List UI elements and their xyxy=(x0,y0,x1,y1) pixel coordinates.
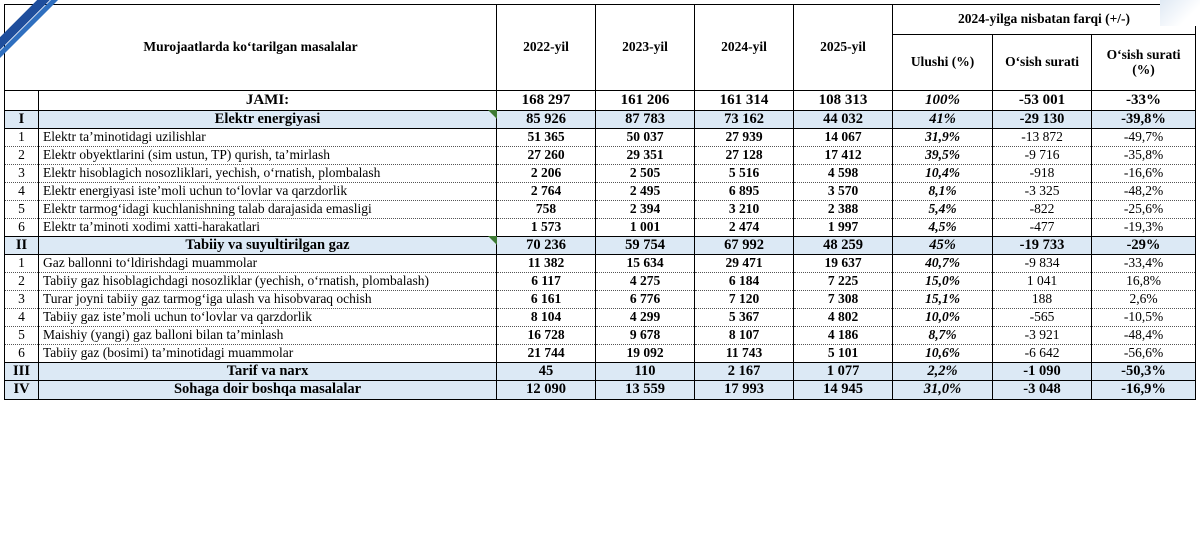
cell-2022: 758 xyxy=(497,200,596,218)
cell-2023: 4 299 xyxy=(596,308,695,326)
row-index-cell: IV xyxy=(5,381,39,400)
table-row xyxy=(5,236,1196,255)
cell-2025: 7 308 xyxy=(794,291,893,309)
cell-growth: -13 872 xyxy=(993,129,1092,147)
cell-share: 15,0% xyxy=(893,273,993,291)
cell-growth: -918 xyxy=(993,165,1092,183)
table-row xyxy=(5,308,1196,326)
row-index-cell: 5 xyxy=(5,200,39,218)
row-index-cell: 2 xyxy=(5,147,39,165)
cell-2023: 15 634 xyxy=(596,255,695,273)
table-row xyxy=(5,255,1196,273)
cell-share: 45% xyxy=(893,236,993,255)
cell-2024: 17 993 xyxy=(695,381,794,400)
cell-share: 40,7% xyxy=(893,255,993,273)
table-row xyxy=(5,344,1196,362)
table-row xyxy=(5,381,1196,400)
cell-share: 15,1% xyxy=(893,291,993,309)
cell-share: 5,4% xyxy=(893,200,993,218)
cell-growth-rate: -48,2% xyxy=(1092,182,1196,200)
cell-growth: -9 716 xyxy=(993,147,1092,165)
cell-2022: 45 xyxy=(497,362,596,381)
row-index-cell: II xyxy=(5,236,39,255)
cell-2025: 1 997 xyxy=(794,218,893,236)
row-index-cell: 1 xyxy=(5,129,39,147)
header-issues: Murojaatlarda ko‘tarilgan masalalar xyxy=(5,5,497,91)
cell-2022: 12 090 xyxy=(497,381,596,400)
cell-2025: 5 101 xyxy=(794,344,893,362)
cell-2023: 1 001 xyxy=(596,218,695,236)
cell-share: 8,7% xyxy=(893,326,993,344)
row-label-cell: Turar joyni tabiiy gaz tarmog‘iga ulash va hisobvaraq ochish xyxy=(39,291,497,309)
cell-2025: 14 945 xyxy=(794,381,893,400)
cell-2024: 27 128 xyxy=(695,147,794,165)
row-index-cell: 3 xyxy=(5,165,39,183)
cell-growth-rate: -50,3% xyxy=(1092,362,1196,381)
cell-2023: 19 092 xyxy=(596,344,695,362)
row-label-cell: Tabiiy gaz hisoblagichdagi nosozliklar (yechish, o‘rnatish, plombalash) xyxy=(39,273,497,291)
cell-2025: 4 598 xyxy=(794,165,893,183)
cell-2024: 5 367 xyxy=(695,308,794,326)
cell-share: 39,5% xyxy=(893,147,993,165)
cell-2024: 6 184 xyxy=(695,273,794,291)
cell-growth: -53 001 xyxy=(993,91,1092,111)
cell-2022: 2 764 xyxy=(497,182,596,200)
cell-2022: 1 573 xyxy=(497,218,596,236)
row-index-cell: 6 xyxy=(5,218,39,236)
cell-2023: 4 275 xyxy=(596,273,695,291)
cell-2022: 6 117 xyxy=(497,273,596,291)
cell-growth: -1 090 xyxy=(993,362,1092,381)
cell-2024: 8 107 xyxy=(695,326,794,344)
cell-growth-rate: 16,8% xyxy=(1092,273,1196,291)
row-index-cell: 3 xyxy=(5,291,39,309)
row-index-cell xyxy=(5,91,39,111)
cell-2024: 2 167 xyxy=(695,362,794,381)
cell-growth: -3 048 xyxy=(993,381,1092,400)
table-row xyxy=(5,110,1196,129)
cell-2023: 2 495 xyxy=(596,182,695,200)
table-row xyxy=(5,182,1196,200)
table-header-row-1 xyxy=(5,5,1196,35)
cell-2024: 29 471 xyxy=(695,255,794,273)
cell-2024: 161 314 xyxy=(695,91,794,111)
cell-2023: 161 206 xyxy=(596,91,695,111)
row-label-cell: Tabiiy va suyultirilgan gaz xyxy=(39,236,497,255)
cell-share: 31,0% xyxy=(893,381,993,400)
cell-growth-rate: -56,6% xyxy=(1092,344,1196,362)
row-label-cell: Tarif va narx xyxy=(39,362,497,381)
row-index-cell: I xyxy=(5,110,39,129)
cell-growth-rate: -49,7% xyxy=(1092,129,1196,147)
cell-growth: -19 733 xyxy=(993,236,1092,255)
cell-2023: 87 783 xyxy=(596,110,695,129)
row-label-cell: Elektr hisoblagich nosozliklari, yechish, o‘rnatish, plombalash xyxy=(39,165,497,183)
cell-2024: 2 474 xyxy=(695,218,794,236)
table-row xyxy=(5,218,1196,236)
cell-growth-rate: -48,4% xyxy=(1092,326,1196,344)
cell-2024: 73 162 xyxy=(695,110,794,129)
cell-2022: 2 206 xyxy=(497,165,596,183)
cell-2025: 4 186 xyxy=(794,326,893,344)
table-row xyxy=(5,291,1196,309)
cell-share: 4,5% xyxy=(893,218,993,236)
cell-growth-rate: -33% xyxy=(1092,91,1196,111)
cell-share: 10,6% xyxy=(893,344,993,362)
cell-growth: -3 325 xyxy=(993,182,1092,200)
cell-2025: 4 802 xyxy=(794,308,893,326)
header-share: Ulushi (%) xyxy=(893,35,993,91)
cell-growth-rate: -25,6% xyxy=(1092,200,1196,218)
cell-2022: 168 297 xyxy=(497,91,596,111)
row-label-cell: Tabiiy gaz iste’moli uchun to‘lovlar va qarzdorlik xyxy=(39,308,497,326)
cell-2025: 108 313 xyxy=(794,91,893,111)
cell-2025: 17 412 xyxy=(794,147,893,165)
header-2022: 2022-yil xyxy=(497,5,596,91)
cell-growth: -3 921 xyxy=(993,326,1092,344)
row-label-cell: Sohaga doir boshqa masalalar xyxy=(39,381,497,400)
row-label-cell: JAMI: xyxy=(39,91,497,111)
cell-2025: 19 637 xyxy=(794,255,893,273)
cell-growth: -9 834 xyxy=(993,255,1092,273)
cell-share: 10,0% xyxy=(893,308,993,326)
table-row xyxy=(5,200,1196,218)
cell-growth: 1 041 xyxy=(993,273,1092,291)
row-label-cell: Elektr obyektlarini (sim ustun, TP) qurish, ta’mirlash xyxy=(39,147,497,165)
cell-growth: 188 xyxy=(993,291,1092,309)
cell-2024: 7 120 xyxy=(695,291,794,309)
cell-2024: 6 895 xyxy=(695,182,794,200)
cell-2022: 16 728 xyxy=(497,326,596,344)
cell-2025: 7 225 xyxy=(794,273,893,291)
cell-2022: 6 161 xyxy=(497,291,596,309)
header-2025: 2025-yil xyxy=(794,5,893,91)
cell-2022: 51 365 xyxy=(497,129,596,147)
cell-2025: 2 388 xyxy=(794,200,893,218)
cell-growth-rate: -33,4% xyxy=(1092,255,1196,273)
cell-growth: -29 130 xyxy=(993,110,1092,129)
row-index-cell: 5 xyxy=(5,326,39,344)
cell-2024: 27 939 xyxy=(695,129,794,147)
table-row xyxy=(5,147,1196,165)
cell-2022: 70 236 xyxy=(497,236,596,255)
header-compare-group: 2024-yilga nisbatan farqi (+/-) xyxy=(893,5,1196,35)
cell-share: 41% xyxy=(893,110,993,129)
cell-2023: 110 xyxy=(596,362,695,381)
cell-growth: -822 xyxy=(993,200,1092,218)
row-index-cell: 4 xyxy=(5,308,39,326)
row-index-cell: 4 xyxy=(5,182,39,200)
cell-2024: 67 992 xyxy=(695,236,794,255)
cell-growth-rate: -16,6% xyxy=(1092,165,1196,183)
table-row xyxy=(5,165,1196,183)
cell-2024: 3 210 xyxy=(695,200,794,218)
cell-2025: 3 570 xyxy=(794,182,893,200)
appeals-statistics-table xyxy=(4,4,1196,400)
cell-growth-rate: -10,5% xyxy=(1092,308,1196,326)
cell-2022: 27 260 xyxy=(497,147,596,165)
cell-share: 10,4% xyxy=(893,165,993,183)
cell-growth-rate: -19,3% xyxy=(1092,218,1196,236)
cell-2023: 29 351 xyxy=(596,147,695,165)
cell-2025: 1 077 xyxy=(794,362,893,381)
cell-growth-rate: -35,8% xyxy=(1092,147,1196,165)
cell-2022: 85 926 xyxy=(497,110,596,129)
table-row xyxy=(5,273,1196,291)
cell-2023: 50 037 xyxy=(596,129,695,147)
header-growth: O‘sish surati xyxy=(993,35,1092,91)
row-label-cell: Gaz ballonni to‘ldirishdagi muammolar xyxy=(39,255,497,273)
cell-2023: 59 754 xyxy=(596,236,695,255)
row-label-cell: Maishiy (yangi) gaz balloni bilan ta’minlash xyxy=(39,326,497,344)
cell-2023: 2 505 xyxy=(596,165,695,183)
table-body xyxy=(5,91,1196,400)
table-row xyxy=(5,362,1196,381)
row-index-cell: 1 xyxy=(5,255,39,273)
row-index-cell: 2 xyxy=(5,273,39,291)
row-label-cell: Elektr energiyasi xyxy=(39,110,497,129)
cell-share: 31,9% xyxy=(893,129,993,147)
cell-2022: 11 382 xyxy=(497,255,596,273)
cell-2022: 8 104 xyxy=(497,308,596,326)
cell-growth-rate: -29% xyxy=(1092,236,1196,255)
row-index-cell: 6 xyxy=(5,344,39,362)
header-2024: 2024-yil xyxy=(695,5,794,91)
cell-2023: 2 394 xyxy=(596,200,695,218)
cell-2025: 44 032 xyxy=(794,110,893,129)
row-index-cell: III xyxy=(5,362,39,381)
row-label-cell: Elektr energiyasi iste’moli uchun to‘lovlar va qarzdorlik xyxy=(39,182,497,200)
cell-2024: 11 743 xyxy=(695,344,794,362)
cell-2023: 6 776 xyxy=(596,291,695,309)
table-row xyxy=(5,326,1196,344)
cell-share: 2,2% xyxy=(893,362,993,381)
cell-2024: 5 516 xyxy=(695,165,794,183)
cell-2022: 21 744 xyxy=(497,344,596,362)
cell-growth-rate: 2,6% xyxy=(1092,291,1196,309)
cell-2025: 14 067 xyxy=(794,129,893,147)
header-growth-rate: O‘sish surati (%) xyxy=(1092,35,1196,91)
table-row xyxy=(5,129,1196,147)
cell-growth: -565 xyxy=(993,308,1092,326)
row-label-cell: Elektr tarmog‘idagi kuchlanishning talab darajasida emasligi xyxy=(39,200,497,218)
header-2023: 2023-yil xyxy=(596,5,695,91)
cell-2025: 48 259 xyxy=(794,236,893,255)
row-label-cell: Elektr ta’minotidagi uzilishlar xyxy=(39,129,497,147)
cell-share: 100% xyxy=(893,91,993,111)
cell-share: 8,1% xyxy=(893,182,993,200)
cell-2023: 9 678 xyxy=(596,326,695,344)
table-row xyxy=(5,91,1196,111)
cell-growth-rate: -39,8% xyxy=(1092,110,1196,129)
cell-2023: 13 559 xyxy=(596,381,695,400)
cell-growth: -477 xyxy=(993,218,1092,236)
row-label-cell: Tabiiy gaz (bosimi) ta’minotidagi muammolar xyxy=(39,344,497,362)
row-label-cell: Elektr ta’minoti xodimi xatti-harakatlari xyxy=(39,218,497,236)
cell-growth-rate: -16,9% xyxy=(1092,381,1196,400)
cell-growth: -6 642 xyxy=(993,344,1092,362)
